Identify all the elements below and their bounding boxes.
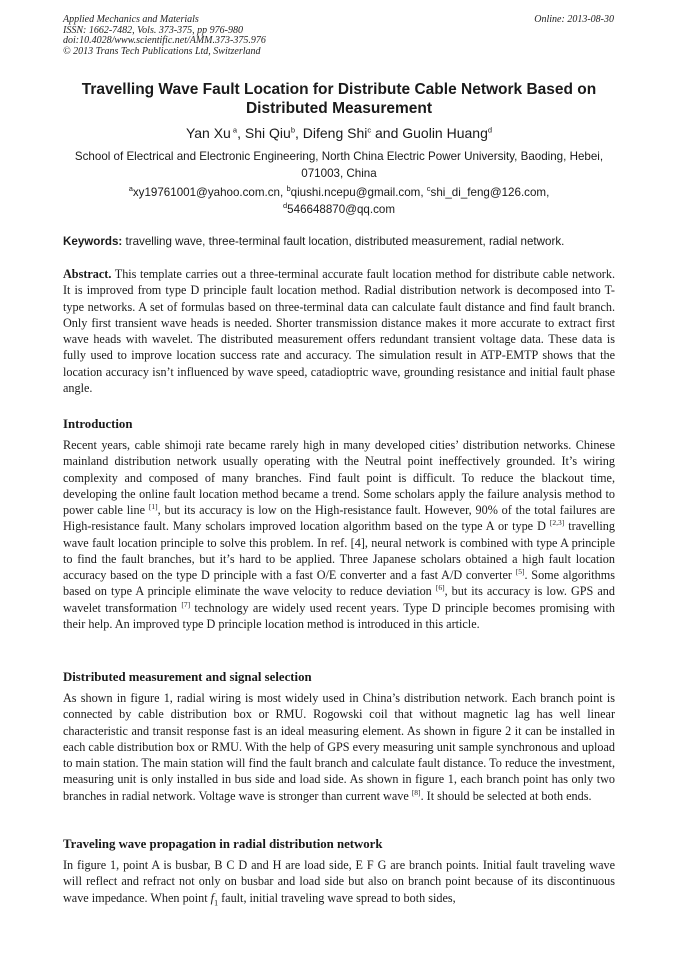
- citation-ref[interactable]: [8]: [411, 787, 421, 797]
- abstract-text: This template carries out a three-terminal accurate fault location method for distribute cable network. It is improved from type D principle fault location method. Radial distribution network is decomposed into T-type networks. A set of formulas based on three-terminal data can calculate fault distance and find fault branch. Only first transient wave heads is needed. Shorter transmission distance makes it more accurate to extract first wave heads with wavelet. The distributed measurement offers redundant transient voltage data. These data is fully used to improve location success rate and accuracy. The simulation result in ATP-EMTP shows that the location accuracy isn’t influenced by wave speed, catadioptric wave, grounding resistance and initial fault phase angle.: [63, 267, 615, 395]
- copyright-line: © 2013 Trans Tech Publications Ltd, Switzerland: [63, 45, 261, 57]
- email-mark: d: [283, 200, 288, 210]
- author-separator: ,: [294, 125, 303, 141]
- paragraph-text: technology are widely used recent years. Type D principle becomes promising with their help. An improved type D principle location method is introduced in this article.: [63, 600, 615, 631]
- author-list: [40, 124, 638, 142]
- paper-title: Travelling Wave Fault Location for Distribute Cable Network Based on Distributed Measurement: [81, 81, 597, 117]
- journal-name: Applied Mechanics and Materials: [63, 14, 199, 25]
- paragraph-text: , but its accuracy is low on the High-resistance fault. However, 90% of the total failures are High-resistance fault. Many scholars improved location algorithm based on the type A or type D: [63, 503, 616, 534]
- author-separator: ,: [237, 125, 245, 141]
- keywords: [63, 234, 615, 250]
- doi-line: doi:10.4028/www.scientific.net/AMM.373-375.976: [63, 35, 266, 47]
- affiliation: School of Electrical and Electronic Engineering, North China Electric Power University, Baoding, Hebei, 071003, China: [74, 150, 604, 180]
- citation-ref[interactable]: [1]: [148, 501, 158, 511]
- author-name: Yan Xu: [185, 125, 231, 141]
- paragraph-text: travelling wave fault location principle to solve this problem. In ref. [4], neural network is combined with type A principle to find the fault branches, but it’s hard to be applied. Three Japanese scholars obtained a high fault location accuracy based on the type D principle with a fast O/E converter and a fast A/D converter: [63, 519, 615, 582]
- citation-ref[interactable]: [7]: [181, 599, 191, 609]
- author-name: Shi Qiu: [244, 125, 291, 141]
- online-date: Online: 2013-08-30: [534, 14, 614, 25]
- email-line-2: [55, 202, 623, 219]
- abstract: [63, 266, 615, 396]
- author-name: Guolin Huang: [402, 125, 488, 141]
- introduction-paragraph: [63, 437, 615, 632]
- email-link[interactable]: 546648870@qq.com: [287, 202, 395, 216]
- paragraph-text: . Some algorithms based on type A principle eliminate the wave velocity to reduce deviation: [63, 568, 615, 599]
- email-link[interactable]: xy19761001@yahoo.com.cn,: [132, 186, 287, 199]
- email-list: [55, 185, 623, 218]
- email-mark: b: [286, 184, 291, 194]
- author-affiliation-mark: d: [487, 125, 493, 135]
- author-affiliation-mark: b: [290, 125, 295, 135]
- paragraph-text: In figure 1, point A is busbar, B C D and H are load side, E F G are branch points. Initial fault traveling wave will reflect and refract not only on busbar and load side but also on branch point because of its discontinuous wave impedance. When point: [63, 858, 615, 905]
- email-link[interactable]: qiushi.ncepu@gmail.com,: [290, 186, 427, 199]
- fault-point-index: 1: [214, 897, 219, 907]
- citation-ref[interactable]: [6]: [435, 583, 445, 593]
- author-affiliation-mark: c: [367, 125, 372, 135]
- section-heading-introduction: Introduction: [63, 417, 133, 431]
- fault-point-symbol: f: [210, 890, 215, 905]
- keywords-label: Keywords:: [63, 235, 123, 248]
- email-mark: c: [426, 184, 431, 194]
- section-heading-distributed-measurement: Distributed measurement and signal selection: [63, 670, 312, 684]
- distributed-paragraph: [63, 690, 615, 804]
- paragraph-text: Recent years, cable shimoji rate became rarely high in many developed cities’ distribution networks. Chinese mainland distribution network usually operating with the Neutral point ineffectively grounded. It’s wiring complexity and composed of many branches. Find fault point is difficult. To reduce the blackout time, developing the online fault location method became a trend. Some scholars apply the failure analysis method to power cable line: [63, 438, 615, 517]
- abstract-label: Abstract.: [63, 267, 112, 281]
- keywords-text: travelling wave, three-terminal fault location, distributed measurement, radial network.: [122, 235, 565, 248]
- citation-ref[interactable]: [5]: [515, 566, 525, 576]
- section-heading-traveling-wave: Traveling wave propagation in radial distribution network: [63, 837, 383, 851]
- paragraph-text: As shown in figure 1, radial wiring is most widely used in China’s distribution network. Each branch point is connected by cable distribution box or RMU. Rogowski coil that without magnetic lag has well linear characteristic and transit response fast is an ideal measuring element. As shown in figure 2 it can be installed in each cable distribution box or RMU. With the help of GPS every measuring unit sample synchronous and upload to main station. The main station will find the fault branch and calculate fault distance. To reduce the investment, measuring unit is only installed in bus side and load side. As shown in figure 1, each branch point has only two branches in radial network. Voltage wave is stronger than current wave: [63, 691, 615, 803]
- issn-line: ISSN: 1662-7482, Vols. 373-375, pp 976-980: [63, 24, 243, 36]
- email-link[interactable]: shi_di_feng@126.com,: [430, 186, 550, 199]
- paragraph-text: , but its accuracy is low. GPS and wavelet transformation: [63, 584, 615, 615]
- author-separator: and: [371, 125, 403, 141]
- email-line-1: [55, 185, 623, 202]
- author-name: Difeng Shi: [302, 125, 368, 141]
- email-mark: a: [128, 184, 133, 194]
- paragraph-text: . It should be selected at both ends.: [420, 788, 592, 803]
- paragraph-text: fault, initial traveling wave spread to both sides,: [218, 890, 456, 905]
- citation-ref[interactable]: [2,3]: [549, 518, 565, 528]
- author-affiliation-mark: a: [230, 125, 238, 135]
- journal-header: [63, 15, 266, 57]
- traveling-paragraph: [63, 857, 615, 906]
